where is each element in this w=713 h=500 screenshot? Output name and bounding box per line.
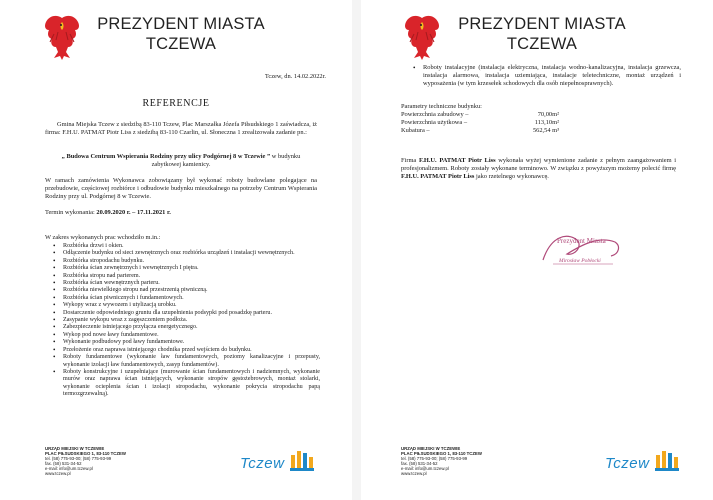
- list-item: • Rozbiórka ścian wewnętrznych parteru.: [45, 280, 320, 287]
- list-item: • Przełożenie oraz naprawa istniejącego chodnika przed wejściem do budynku.: [45, 347, 320, 354]
- term-line: Termin wykonania: 20.09.2020 r. – 17.11.2021 r.: [45, 209, 171, 216]
- office-footer: URZĄD MIEJSKI W TCZEWIE PLAC PIŁSUDSKIEGO 1, 83-110 TCZEW tel. (58) 775-93-00; (58) 775-93-99 fax. (58) 531-34-52 e-mail: info@um.tczew.pl www.tczew.pl: [45, 446, 126, 477]
- office-footer: URZĄD MIEJSKI W TCZEWIE PLAC PIŁSUDSKIEGO 1, 83-110 TCZEW tel. (58) 775-93-00; (58) 775-93-99 fax. (58) 531-34-52 e-mail: info@um.tczew.pl www.tczew.pl: [401, 446, 482, 477]
- scope-paragraph: W ramach zamówienia Wykonawca zobowiązany był wykonać roboty budowlane polegające na przebudowie, częściowej rozbiórce i odbudowie budynku mieszkalnego na potrzeby Centrum Wspierania Rodziny przy ul. Podgórnej 8 w Tczewie.: [45, 177, 317, 200]
- letter-page-2: [361, 0, 713, 500]
- office-title: PREZYDENT MIASTA TCZEWA: [97, 15, 265, 53]
- stamp-title: Prezydent Miasta: [557, 237, 606, 245]
- params-heading: Parametry techniczne budynku:: [401, 103, 482, 110]
- list-item: • Roboty fundamentowe (wykonanie ław fundamentowych, poziomy kanalizacyjne i przepusty, wykonanie izolacji ław fundamentowych, zasyp fundamentów).: [45, 354, 320, 369]
- intro-paragraph: Gmina Miejska Tczew z siedzibą 83-110 Tczew, Plac Marszałka Józefa Piłsudskiego 1 zaświadcza, iż firma: F.H.U. PATMAT Piotr Liss z siedzibą 83-110 Czarlin, ul. Słoneczna 1 zrealizowała zadanie pn.:: [45, 121, 317, 136]
- griffin-eagle-icon: [400, 12, 444, 62]
- list-item: • Odłączenie budynku od sieci zewnętrznych oraz rozbiórka urządzeń i instalacji wewnętrznych.: [45, 250, 320, 257]
- tczew-logo: Tczew: [605, 455, 650, 472]
- town-towers-icon: [655, 449, 679, 471]
- page-gap: [352, 0, 361, 500]
- list-item: • Zabezpieczenie istniejącego przyłącza energetycznego.: [45, 324, 320, 331]
- list-item: • Wykonanie podbudowy pod ławy fundamentowe.: [45, 339, 320, 346]
- table-row: Powierzchnia użytkowa – 113,10m²: [401, 119, 559, 126]
- letter-page-1: [0, 0, 352, 500]
- town-towers-icon: [290, 449, 314, 471]
- list-item: • Rozbiórka drzwi i okien.: [45, 243, 320, 250]
- list-item: • Zasypanie wykopu wraz z zagęszczeniem podłoża.: [45, 317, 320, 324]
- list-item: • Rozbiórka ścian piwnicznych i fundamentowych.: [45, 295, 320, 302]
- tczew-logo: Tczew: [240, 455, 285, 472]
- list-item: • Rozbiórka stropodachu budynku.: [45, 258, 320, 265]
- list-item: • Rozbiórka ścian zewnętrznych i wewnętrznych I piętra.: [45, 265, 320, 272]
- list-item: • Dostarczenie odpowiedniego gruntu dla uzupełnienia podsypki pod posadzkę parteru.: [45, 310, 320, 317]
- closing-paragraph: Firma F.H.U. PATMAT Piotr Liss wykonała wyżej wymienione zadanie z pełnym zaangażowaniem i profesjonalizmem. Roboty zostały wykonane terminowo. W związku z powyższym możemy polecić firmę F.H.U. PATMAT Piotr Liss jako rzetelnego wykonawcę.: [401, 157, 676, 180]
- task-list-continued: [413, 64, 681, 88]
- table-row: Kubatura – 562,54 m³: [401, 127, 559, 134]
- tasks-intro: W zakres wykonanych prac wchodziło m.in.:: [45, 234, 161, 241]
- letter-heading: REFERENCJE: [142, 98, 210, 109]
- office-title: PREZYDENT MIASTA TCZEWA: [458, 15, 626, 53]
- project-title: „ Budowa Centrum Wspierania Rodziny przy ulicy Podgórnej 8 w Tczewie ” w budynku zabytkowej kamienicy.: [61, 153, 301, 168]
- stamp-name: Mirosław Pobłocki: [559, 258, 601, 264]
- griffin-eagle-icon: [40, 12, 84, 62]
- list-item: • Wykop pod nowe ławy fundamentowe.: [45, 332, 320, 339]
- list-item: • Roboty instalacyjne (instalacja elektryczna, instalacja wodno-kanalizacyjna, instalacja grzewcza, instalacja alarmowa, instalacja uziemiająca, instalacje teletechniczne, montaż urządzeń i wyposażenia (w tym krzesełek schodowych dla osób niepełnosprawnych).: [413, 64, 681, 88]
- params-table: [401, 111, 563, 135]
- table-row: Powierzchnia zabudowy – 70,00m²: [401, 111, 559, 118]
- list-item: • Rozbiórka niewielkiego stropu nad przestrzenią piwniczną.: [45, 287, 320, 294]
- list-item: • Roboty konstrukcyjne i uzupełniające (murowanie ścian fundamentowych i nadziemnych, wykonanie murów oraz naprawa ścian istniejących, wykonanie stropów gęstożebrowych, montaż stolarki, wykonanie ocieplenia ścian i izolacji stropodachu, wykonanie pokrycia stropodachu papą termozgrzewalną).: [45, 369, 320, 399]
- signature-stamp: [537, 226, 627, 286]
- letter-date: Tczew, dn. 14.02.2022r.: [264, 73, 326, 80]
- list-item: • Rozbiórka stropu nad parterem.: [45, 273, 320, 280]
- list-item: • Wykopy wraz z wywozem i utylizacją urobku.: [45, 302, 320, 309]
- task-list: [45, 243, 320, 399]
